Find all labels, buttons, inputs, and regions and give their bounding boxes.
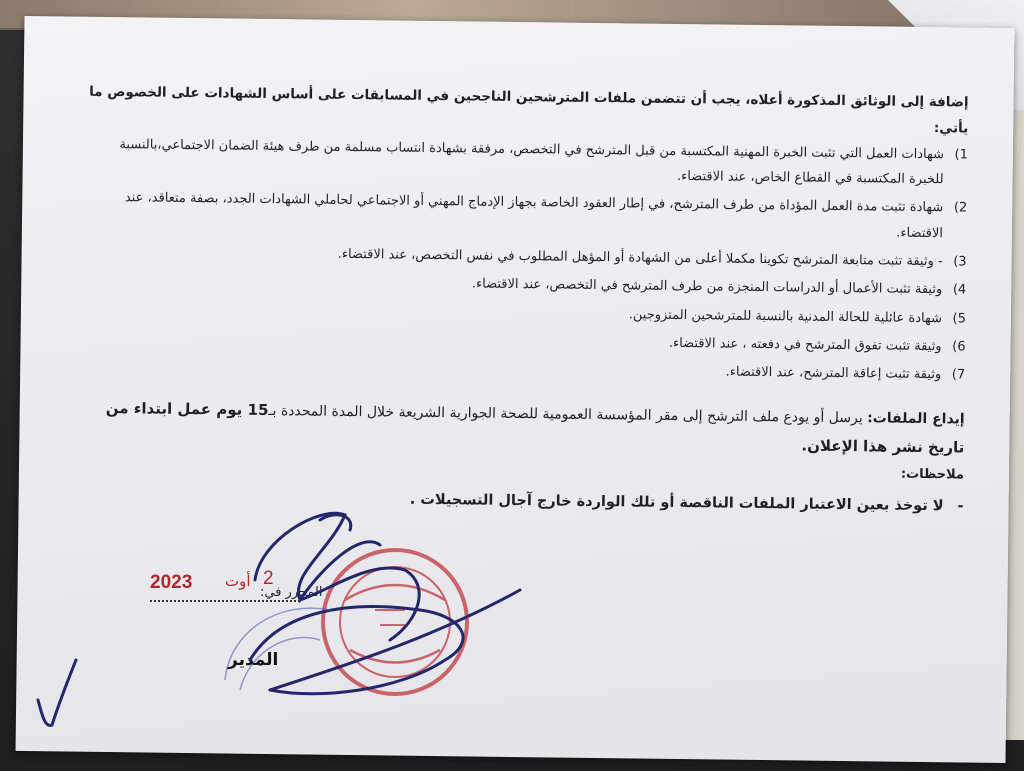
item-number: 5) xyxy=(952,311,966,327)
item-number: 6) xyxy=(952,339,966,355)
deposit-label: إيداع الملفات: xyxy=(867,410,965,428)
item-text: شهادات العمل التي تثبت الخبرة المهنية المكتسبة من قبل المترشح في التخصص، مرفقة بشهادة انتساب مسلمة من طرف هيئة الضمان الاجتماعي،بالنسبة للخبرة المكتسبة في القطاع الخاص، عند الاقتضاء. xyxy=(119,136,944,188)
director-title: المدير xyxy=(228,650,279,670)
remarks-title: ملاحظات: xyxy=(900,467,965,483)
deposit-text: يرسل أو يودع ملف الترشح إلى مقر المؤسسة العمومية للصحة الجوارية الشريعة خلال المدة المحددة بـ xyxy=(268,402,863,426)
official-stamp xyxy=(323,550,467,694)
item-number: 2) xyxy=(953,200,968,216)
check-mark-icon xyxy=(38,660,76,725)
date-year: 2023 xyxy=(150,572,193,593)
item-text: وثيقة تثبت الأعمال أو الدراسات المنجزة من طرف المترشح في التخصص، عند الاقتضاء. xyxy=(471,276,943,298)
item-text: وثيقة تثبت تفوق المترشح في دفعته ، عند الاقتضاء. xyxy=(668,335,942,355)
remark-text: لا توخذ بعين الاعتبار الملفات الناقصة أو تلك الواردة خارج آجال التسجيلات . xyxy=(409,491,944,514)
blue-round-stamp xyxy=(225,608,330,690)
item-text: شهادة تثبت مدة العمل المؤداة من طرف المترشح، في إطار العقود الخاصة بجهاز الإدماج المهني أو الاجتماعي لحاملي الشهادات الجدد، بصفة متعاقد، عند الاقتضاء. xyxy=(124,190,944,241)
remark-dash: - xyxy=(957,498,964,515)
date-month: أوت xyxy=(225,572,251,590)
date-day: 2 xyxy=(263,568,274,589)
item-text: شهادة عائلية للحالة المدنية بالنسبة للمترشحين المتزوجين. xyxy=(628,307,942,326)
item-number: 3) xyxy=(953,254,967,270)
item-text: - وثيقة تثبت متابعة المترشح تكوينا مكملا أعلى من الشهادة أو المؤهل المطلوب في نفس التخصص، عند الاقتضاء. xyxy=(337,246,943,270)
item-number: 7) xyxy=(951,367,966,383)
made-in-label: المحرر في: xyxy=(260,585,323,600)
item-number: 1) xyxy=(954,146,968,163)
intro-paragraph: إضافة إلى الوثائق المذكورة أعلاه، يجب أن تتضمن ملفات المترشحين الناجحين في المسابقات على أساس الشهادات على الخصوص ما يأتي: xyxy=(89,83,969,137)
signature-scribble xyxy=(250,513,520,693)
deposit-period: 15 يوم عمل ابتداء من تاريخ نشر هذا الإعلان. xyxy=(105,398,965,457)
item-number: 4) xyxy=(952,282,967,298)
item-text: وثيقة تثبت إعاقة المترشح، عند الاقتضاء. xyxy=(725,364,942,383)
